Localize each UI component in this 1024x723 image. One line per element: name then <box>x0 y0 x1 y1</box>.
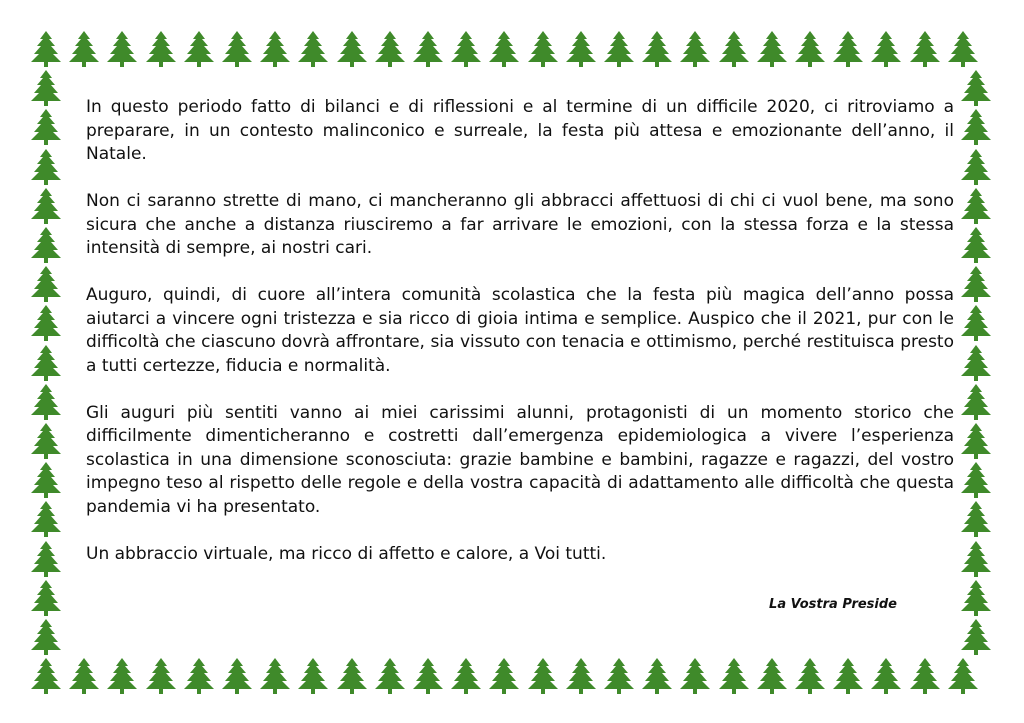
pine-tree-icon <box>28 618 64 656</box>
pine-tree-icon <box>716 30 752 68</box>
pine-tree-icon <box>28 187 64 225</box>
pine-tree-icon <box>448 657 484 695</box>
pine-tree-icon <box>410 30 446 68</box>
pine-tree-icon <box>563 30 599 68</box>
pine-tree-icon <box>219 657 255 695</box>
pine-tree-icon <box>639 30 675 68</box>
pine-tree-icon <box>219 30 255 68</box>
pine-tree-icon <box>958 226 994 264</box>
pine-tree-icon <box>28 108 64 146</box>
pine-tree-icon <box>958 422 994 460</box>
pine-tree-icon <box>677 657 713 695</box>
pine-tree-icon <box>295 30 331 68</box>
paragraph-4: Gli auguri più sentiti vanno ai miei carissimi alunni, protagonisti di un momento storico che difficilmente dimenticheranno e costretti dall’emergenza epidemiologica a vivere l’esperienza scolastica in una dimensione sconosciuta: grazie bambine e bambini, ragazze e ragazzi, del vostro impegno teso al rispetto delle regole e della vostra capacità di adattamento alle difficoltà che questa pandemia vi ha presentato. <box>86 402 954 517</box>
pine-tree-icon <box>958 304 994 342</box>
pine-tree-icon <box>28 30 64 68</box>
pine-tree-icon <box>525 30 561 68</box>
pine-tree-icon <box>958 108 994 146</box>
pine-tree-icon <box>334 30 370 68</box>
pine-tree-icon <box>257 657 293 695</box>
pine-tree-icon <box>295 657 331 695</box>
pine-tree-icon <box>792 657 828 695</box>
pine-tree-icon <box>257 30 293 68</box>
pine-tree-icon <box>754 30 790 68</box>
pine-tree-icon <box>830 657 866 695</box>
pine-tree-icon <box>28 148 64 186</box>
pine-tree-icon <box>601 657 637 695</box>
pine-tree-icon <box>958 148 994 186</box>
paragraph-2: Non ci saranno strette di mano, ci mancheranno gli abbracci affettuosi di chi ci vuol bene, ma sono sicura che anche a distanza riusciremo a far arrivare le emozioni, con la stessa forza e la stessa intensità di sempre, ai nostri cari. <box>86 191 954 258</box>
pine-tree-icon <box>28 422 64 460</box>
pine-tree-icon <box>958 500 994 538</box>
pine-tree-icon <box>372 657 408 695</box>
pine-tree-icon <box>677 30 713 68</box>
pine-tree-icon <box>181 30 217 68</box>
pine-tree-icon <box>907 30 943 68</box>
pine-tree-icon <box>410 657 446 695</box>
pine-tree-icon <box>28 500 64 538</box>
pine-tree-icon <box>563 657 599 695</box>
pine-tree-icon <box>958 265 994 303</box>
pine-tree-icon <box>958 344 994 382</box>
pine-tree-icon <box>792 30 828 68</box>
pine-tree-icon <box>716 657 752 695</box>
pine-tree-icon <box>28 657 64 695</box>
pine-tree-icon <box>486 657 522 695</box>
pine-tree-icon <box>334 657 370 695</box>
paragraph-1: In questo periodo fatto di bilanci e di riflessioni e al termine di un difficile 2020, ci ritroviamo a preparare, in un contesto malinconico e surreale, la festa più attesa e emozionante dell’anno, il Natale. <box>86 97 954 164</box>
pine-tree-icon <box>181 657 217 695</box>
pine-tree-icon <box>958 461 994 499</box>
pine-tree-icon <box>639 657 675 695</box>
pine-tree-icon <box>945 657 981 695</box>
pine-tree-icon <box>28 540 64 578</box>
pine-tree-icon <box>66 657 102 695</box>
pine-tree-icon <box>945 30 981 68</box>
pine-tree-icon <box>958 618 994 656</box>
pine-tree-icon <box>868 657 904 695</box>
pine-tree-icon <box>958 540 994 578</box>
pine-tree-icon <box>448 30 484 68</box>
pine-tree-icon <box>525 657 561 695</box>
pine-tree-icon <box>907 657 943 695</box>
pine-tree-icon <box>486 30 522 68</box>
pine-tree-icon <box>104 657 140 695</box>
letter-body <box>86 96 954 590</box>
pine-tree-icon <box>104 30 140 68</box>
pine-tree-icon <box>958 383 994 421</box>
pine-tree-icon <box>28 265 64 303</box>
pine-tree-icon <box>28 69 64 107</box>
pine-tree-icon <box>66 30 102 68</box>
pine-tree-icon <box>143 30 179 68</box>
pine-tree-icon <box>28 461 64 499</box>
pine-tree-icon <box>143 657 179 695</box>
pine-tree-icon <box>601 30 637 68</box>
pine-tree-icon <box>754 657 790 695</box>
pine-tree-icon <box>958 69 994 107</box>
signature: La Vostra Preside <box>769 597 897 612</box>
pine-tree-icon <box>28 383 64 421</box>
pine-tree-icon <box>28 579 64 617</box>
pine-tree-icon <box>830 30 866 68</box>
paragraph-5: Un abbraccio virtuale, ma ricco di affetto e calore, a Voi tutti. <box>86 543 607 564</box>
pine-tree-icon <box>868 30 904 68</box>
pine-tree-icon <box>958 187 994 225</box>
pine-tree-icon <box>28 304 64 342</box>
pine-tree-icon <box>28 344 64 382</box>
pine-tree-icon <box>372 30 408 68</box>
pine-tree-icon <box>28 226 64 264</box>
paragraph-3: Auguro, quindi, di cuore all’intera comunità scolastica che la festa più magica dell’anno possa aiutarci a vincere ogni tristezza e sia ricco di gioia intima e semplice. Auspico che il 2021, pur con le difficoltà che ciascuno dovrà affrontare, sia vissuto con tenacia e ottimismo, perché restituisca presto a tutti certezze, fiducia e normalità. <box>86 285 954 376</box>
pine-tree-icon <box>958 579 994 617</box>
